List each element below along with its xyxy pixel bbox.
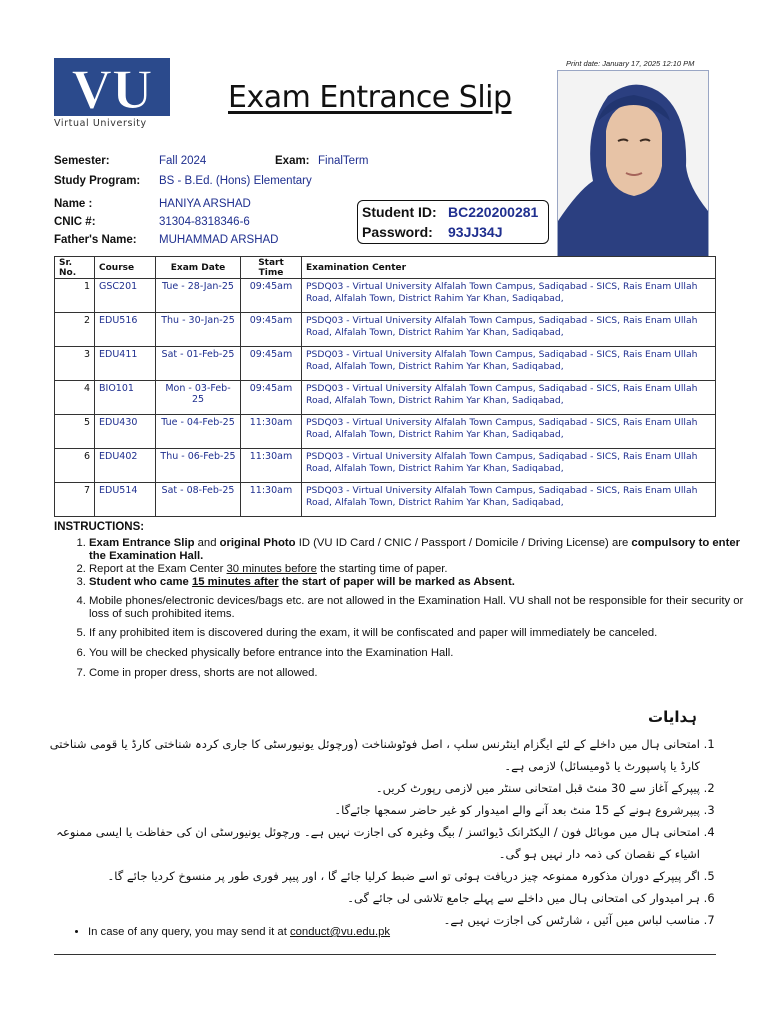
cell-exam-date: Thu - 06-Feb-25 xyxy=(156,449,241,483)
father-name-label: Father's Name: xyxy=(54,234,137,246)
name-value: HANIYA ARSHAD xyxy=(159,198,251,210)
cell-course: EDU516 xyxy=(95,313,156,347)
cell-start-time: 09:45am xyxy=(241,381,302,415)
instruction-3-bold-2: the start of paper will be marked as Absent. xyxy=(278,576,515,588)
col-header-sr: Sr. No. xyxy=(55,257,95,279)
footer-divider xyxy=(54,954,716,955)
instruction-item-5: 5. If any prohibited item is discovered during the exam, it will be confiscated and paper will immediately be canceled. xyxy=(89,627,754,640)
logo-subtitle: Virtual University xyxy=(54,118,147,129)
cnic-value: 31304-8318346-6 xyxy=(159,216,250,228)
instruction-3-underline: 15 minutes after xyxy=(191,576,279,588)
cell-exam-center: PSDQ03 - Virtual University Alfalah Town Campus, Sadiqabad - SICS, Rais Enam Ullah Road, Alfalah Town, District Rahim Yar Khan, Sadiqabad, xyxy=(302,483,716,517)
instruction-1-text-2: ID (VU ID Card / CNIC / Passport / Domicile / Driving License) are xyxy=(295,537,632,549)
cell-sr-no: 5 xyxy=(55,415,95,449)
cell-start-time: 11:30am xyxy=(241,449,302,483)
urdu-item-6: 6. ہر امیدوار کی امتحانی ہال میں داخلے سے پہلے جامع تلاشی لی جائے گی۔ xyxy=(40,887,700,909)
name-label: Name : xyxy=(54,198,93,210)
conduct-email-link[interactable]: conduct@vu.edu.pk xyxy=(290,926,391,938)
urdu-item-5: 5. اگر پیپرکے دوران مذکورہ ممنوعہ چیز دریافت ہوئی تو اسے ضبط کرلیا جائے گا ، اور پیپر فوری طور پر منسوخ کردیا جائے گا۔ xyxy=(40,865,700,887)
urdu-item-1: 1. امتحانی ہال میں داخلے کے لئے ایگزام اینٹرنس سلپ ، اصل فوٹوشناخت (ورچوئل یونیورسٹی کا جاری کردہ شناختی کارڈ یا قومی شناختی کارڈ یا پاسپورٹ یا ڈومیسائل) لازمی ہے۔ xyxy=(40,733,700,777)
father-name-value: MUHAMMAD ARSHAD xyxy=(159,234,279,246)
col-header-course: Course xyxy=(95,257,156,279)
semester-label: Semester: xyxy=(54,155,110,167)
cell-start-time: 09:45am xyxy=(241,347,302,381)
cell-sr-no: 3 xyxy=(55,347,95,381)
col-header-start-time: Start Time xyxy=(241,257,302,279)
col-header-exam-date: Exam Date xyxy=(156,257,241,279)
instruction-item-4: 4. Mobile phones/electronic devices/bags etc. are not allowed in the Examination Hall. VU shall not be responsible for their security or loss of such prohibited items. xyxy=(89,595,754,621)
table-row xyxy=(55,279,716,313)
exam-value: FinalTerm xyxy=(318,155,369,167)
table-row xyxy=(55,483,716,517)
semester-value: Fall 2024 xyxy=(159,155,207,167)
instruction-1-bold-3: compulsory to enter the Examination Hall. xyxy=(89,537,741,562)
urdu-instructions-heading: ہدایات xyxy=(648,708,697,726)
instruction-item-3 xyxy=(89,576,754,589)
study-program-value: BS - B.Ed. (Hons) Elementary xyxy=(159,175,312,187)
cell-exam-center: PSDQ03 - Virtual University Alfalah Town Campus, Sadiqabad - SICS, Rais Enam Ullah Road, Alfalah Town, District Rahim Yar Khan, Sadiqabad, xyxy=(302,449,716,483)
query-item xyxy=(88,926,390,938)
instructions-title: INSTRUCTIONS: xyxy=(54,521,145,533)
cell-start-time: 11:30am xyxy=(241,415,302,449)
exam-schedule-table xyxy=(54,256,716,517)
password-row xyxy=(362,224,503,240)
cell-sr-no: 6 xyxy=(55,449,95,483)
cell-sr-no: 4 xyxy=(55,381,95,415)
student-id-row xyxy=(362,204,538,220)
instruction-1-bold-2: original Photo xyxy=(219,537,296,549)
study-program-label: Study Program: xyxy=(54,175,141,187)
vu-logo-mark xyxy=(54,58,170,116)
instruction-2-text-2: the starting time of paper. xyxy=(316,563,448,575)
cell-exam-date: Sat - 01-Feb-25 xyxy=(156,347,241,381)
table-row xyxy=(55,449,716,483)
cell-start-time: 09:45am xyxy=(241,313,302,347)
urdu-item-3: 3. پیپرشروع ہونے کے 15 منٹ بعد آنے والے امیدوار کو غیر حاضر سمجھا جائےگا۔ xyxy=(40,799,700,821)
cell-exam-center: PSDQ03 - Virtual University Alfalah Town Campus, Sadiqabad - SICS, Rais Enam Ullah Road, Alfalah Town, District Rahim Yar Khan, Sadiqabad, xyxy=(302,415,716,449)
table-body xyxy=(55,279,716,517)
cell-exam-date: Thu - 30-Jan-25 xyxy=(156,313,241,347)
table-row xyxy=(55,313,716,347)
print-date: Print date: January 17, 2025 12:10 PM xyxy=(566,59,695,68)
instruction-2-underline: 30 minutes before xyxy=(226,563,317,575)
cell-course: EDU514 xyxy=(95,483,156,517)
student-portrait-image xyxy=(558,71,708,256)
query-list xyxy=(54,926,390,938)
cell-sr-no: 2 xyxy=(55,313,95,347)
logo-text: VU xyxy=(71,59,153,116)
student-id-value: BC220200281 xyxy=(448,204,539,220)
table-header-row xyxy=(55,257,716,279)
instruction-item-2 xyxy=(89,563,754,576)
instruction-2-text-1: Report at the Exam Center xyxy=(89,563,227,575)
cell-exam-date: Tue - 28-Jan-25 xyxy=(156,279,241,313)
password-label: Password: xyxy=(362,224,433,240)
cell-start-time: 11:30am xyxy=(241,483,302,517)
urdu-instructions-list xyxy=(40,733,714,931)
instruction-1-bold-1: Exam Entrance Slip xyxy=(89,537,195,549)
cell-sr-no: 7 xyxy=(55,483,95,517)
cell-course: EDU411 xyxy=(95,347,156,381)
cell-exam-center: PSDQ03 - Virtual University Alfalah Town Campus, Sadiqabad - SICS, Rais Enam Ullah Road, Alfalah Town, District Rahim Yar Khan, Sadiqabad, xyxy=(302,347,716,381)
urdu-item-7: 7. مناسب لباس میں آئیں ، شارٹس کی اجازت نہیں ہے۔ xyxy=(40,909,700,931)
password-value: 93JJ34J xyxy=(448,224,503,240)
query-text: In case of any query, you may send it at xyxy=(88,926,290,938)
cell-course: EDU430 xyxy=(95,415,156,449)
cell-sr-no: 1 xyxy=(55,279,95,313)
urdu-item-4: 4. امتحانی ہال میں موبائل فون / الیکٹرانک ڈیوائسز / بیگ وغیرہ کی اجازت نہیں ہے۔ ورچوئل یونیورسٹی ان کی حفاظت یا ایسی ممنوعہ اشیاء کے نقصان کی ذمہ دار نہیں ہو گی۔ xyxy=(40,821,700,865)
cell-exam-date: Sat - 08-Feb-25 xyxy=(156,483,241,517)
table-row xyxy=(55,415,716,449)
vu-logo xyxy=(54,58,172,130)
cell-exam-date: Mon - 03-Feb-25 xyxy=(156,381,241,415)
instruction-item-6: 6. You will be checked physically before entrance into the Examination Hall. xyxy=(89,647,754,660)
student-id-label: Student ID: xyxy=(362,204,437,220)
cell-start-time: 09:45am xyxy=(241,279,302,313)
urdu-item-2: 2. پیپرکے آغاز سے 30 منٹ قبل امتحانی سنٹر میں لازمی رپورٹ کریں۔ xyxy=(40,777,700,799)
table-row xyxy=(55,347,716,381)
cell-course: EDU402 xyxy=(95,449,156,483)
cell-course: BIO101 xyxy=(95,381,156,415)
credentials-box xyxy=(357,200,549,244)
col-header-center: Examination Center xyxy=(302,257,716,279)
vu-logo-icon xyxy=(54,58,170,116)
table-row xyxy=(55,381,716,415)
instruction-item-1 xyxy=(89,537,754,563)
cell-exam-center: PSDQ03 - Virtual University Alfalah Town Campus, Sadiqabad - SICS, Rais Enam Ullah Road, Alfalah Town, District Rahim Yar Khan, Sadiqabad, xyxy=(302,381,716,415)
cell-exam-date: Tue - 04-Feb-25 xyxy=(156,415,241,449)
instruction-3-bold-1: Student who came xyxy=(89,576,192,588)
student-photo xyxy=(557,70,709,257)
cell-exam-center: PSDQ03 - Virtual University Alfalah Town Campus, Sadiqabad - SICS, Rais Enam Ullah Road, Alfalah Town, District Rahim Yar Khan, Sadiqabad, xyxy=(302,313,716,347)
instruction-item-7: 7. Come in proper dress, shorts are not allowed. xyxy=(89,667,754,680)
exam-label: Exam: xyxy=(275,155,310,167)
cnic-label: CNIC #: xyxy=(54,216,96,228)
instructions-list xyxy=(54,537,754,680)
cell-exam-center: PSDQ03 - Virtual University Alfalah Town Campus, Sadiqabad - SICS, Rais Enam Ullah Road, Alfalah Town, District Rahim Yar Khan, Sadiqabad, xyxy=(302,279,716,313)
instruction-1-text-1: and xyxy=(194,537,220,549)
cell-course: GSC201 xyxy=(95,279,156,313)
page-title: Exam Entrance Slip xyxy=(228,80,512,115)
